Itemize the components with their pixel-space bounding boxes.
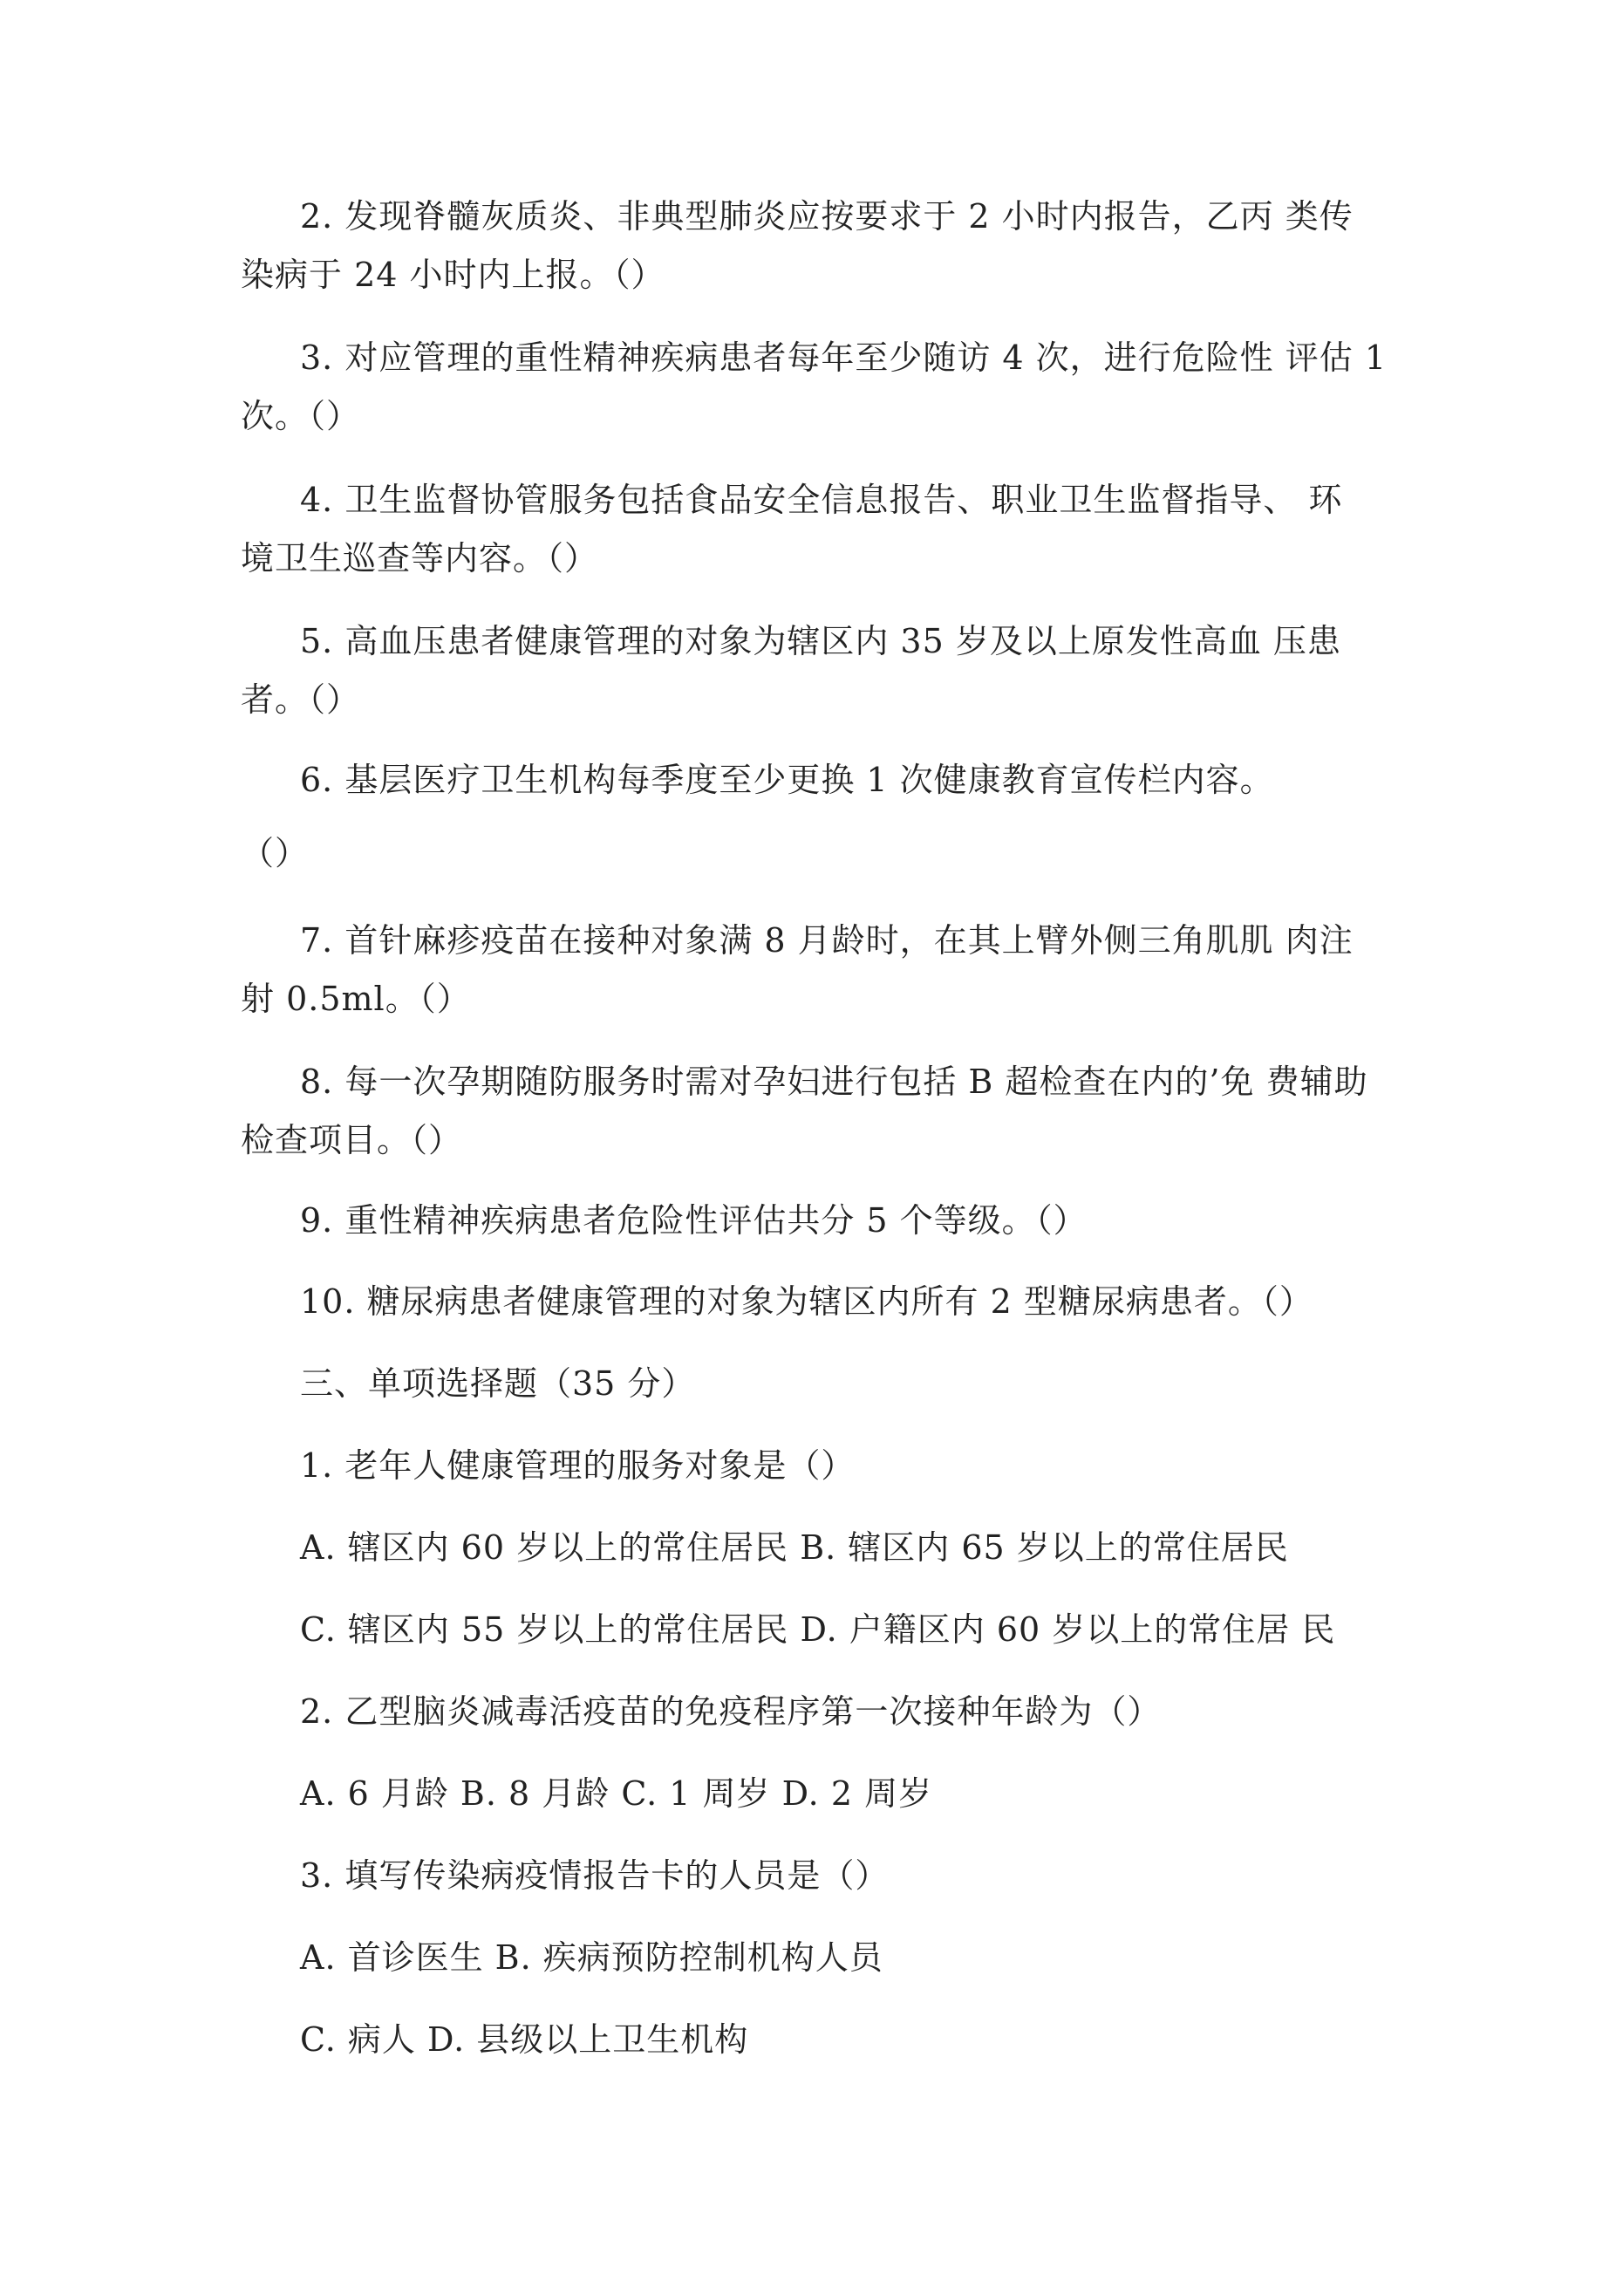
mc-question-1-options-cd: C. 辖区内 55 岁以上的常住居民 D. 户籍区内 60 岁以上的常住居 民 [300,1610,1336,1649]
mc-question-2: 2. 乙型脑炎减毒活疫苗的免疫程序第一次接种年龄为（） [300,1692,1162,1731]
tf-question-8-line-1: 8. 每一次孕期随防服务时需对孕妇进行包括 B 超检查在内的’免 费辅助 [300,1063,1368,1101]
tf-question-5-line-2: 者。（） [241,680,361,719]
tf-question-10: 10. 糖尿病患者健康管理的对象为辖区内所有 2 型糖尿病患者。（） [300,1282,1313,1321]
mc-question-1-options-ab: A. 辖区内 60 岁以上的常住居民 B. 辖区内 65 岁以上的常住居民 [300,1528,1289,1567]
tf-question-2-line-1: 2. 发现脊髓灰质炎、非典型肺炎应按要求于 2 小时内报告，乙丙 类传 [300,197,1354,236]
tf-question-4-line-2: 境卫生巡查等内容。（） [241,539,599,577]
mc-question-3-options-ab: A. 首诊医生 B. 疾病预防控制机构人员 [300,1938,883,1977]
mc-question-3-options-cd: C. 病人 D. 县级以上卫生机构 [300,2020,749,2059]
section-heading-single-choice: 三、单项选择题（35 分） [300,1364,696,1403]
tf-question-7-line-1: 7. 首针麻疹疫苗在接种对象满 8 月龄时，在其上臂外侧三角肌肌 肉注 [300,921,1354,960]
tf-question-2-line-2: 染病于 24 小时内上报。（） [241,256,665,294]
tf-question-9: 9. 重性精神疾病患者危险性评估共分 5 个等级。（） [300,1201,1088,1240]
tf-question-4-line-1: 4. 卫生监督协管服务包括食品安全信息报告、职业卫生监督指导、 环 [300,481,1343,519]
tf-question-7-line-2: 射 0.5ml。（） [241,980,471,1018]
tf-question-8-line-2: 检查项目。（） [241,1121,463,1159]
tf-question-3-line-2: 次。（） [241,397,361,435]
tf-question-5-line-1: 5. 高血压患者健康管理的对象为辖区内 35 岁及以上原发性高血 压患 [300,622,1341,660]
mc-question-1: 1. 老年人健康管理的服务对象是（） [300,1446,856,1485]
tf-question-3-line-1: 3. 对应管理的重性精神疾病患者每年至少随访 4 次，进行危险性 评估 1 [300,338,1388,377]
tf-question-6-line-1: 6. 基层医疗卫生机构每季度至少更换 1 次健康教育宣传栏内容。 [300,761,1274,799]
mc-question-3: 3. 填写传染病疫情报告卡的人员是（） [300,1856,890,1895]
tf-question-6-line-2: （） [241,834,310,872]
mc-question-2-options: A. 6 月龄 B. 8 月龄 C. 1 周岁 D. 2 周岁 [300,1774,933,1813]
